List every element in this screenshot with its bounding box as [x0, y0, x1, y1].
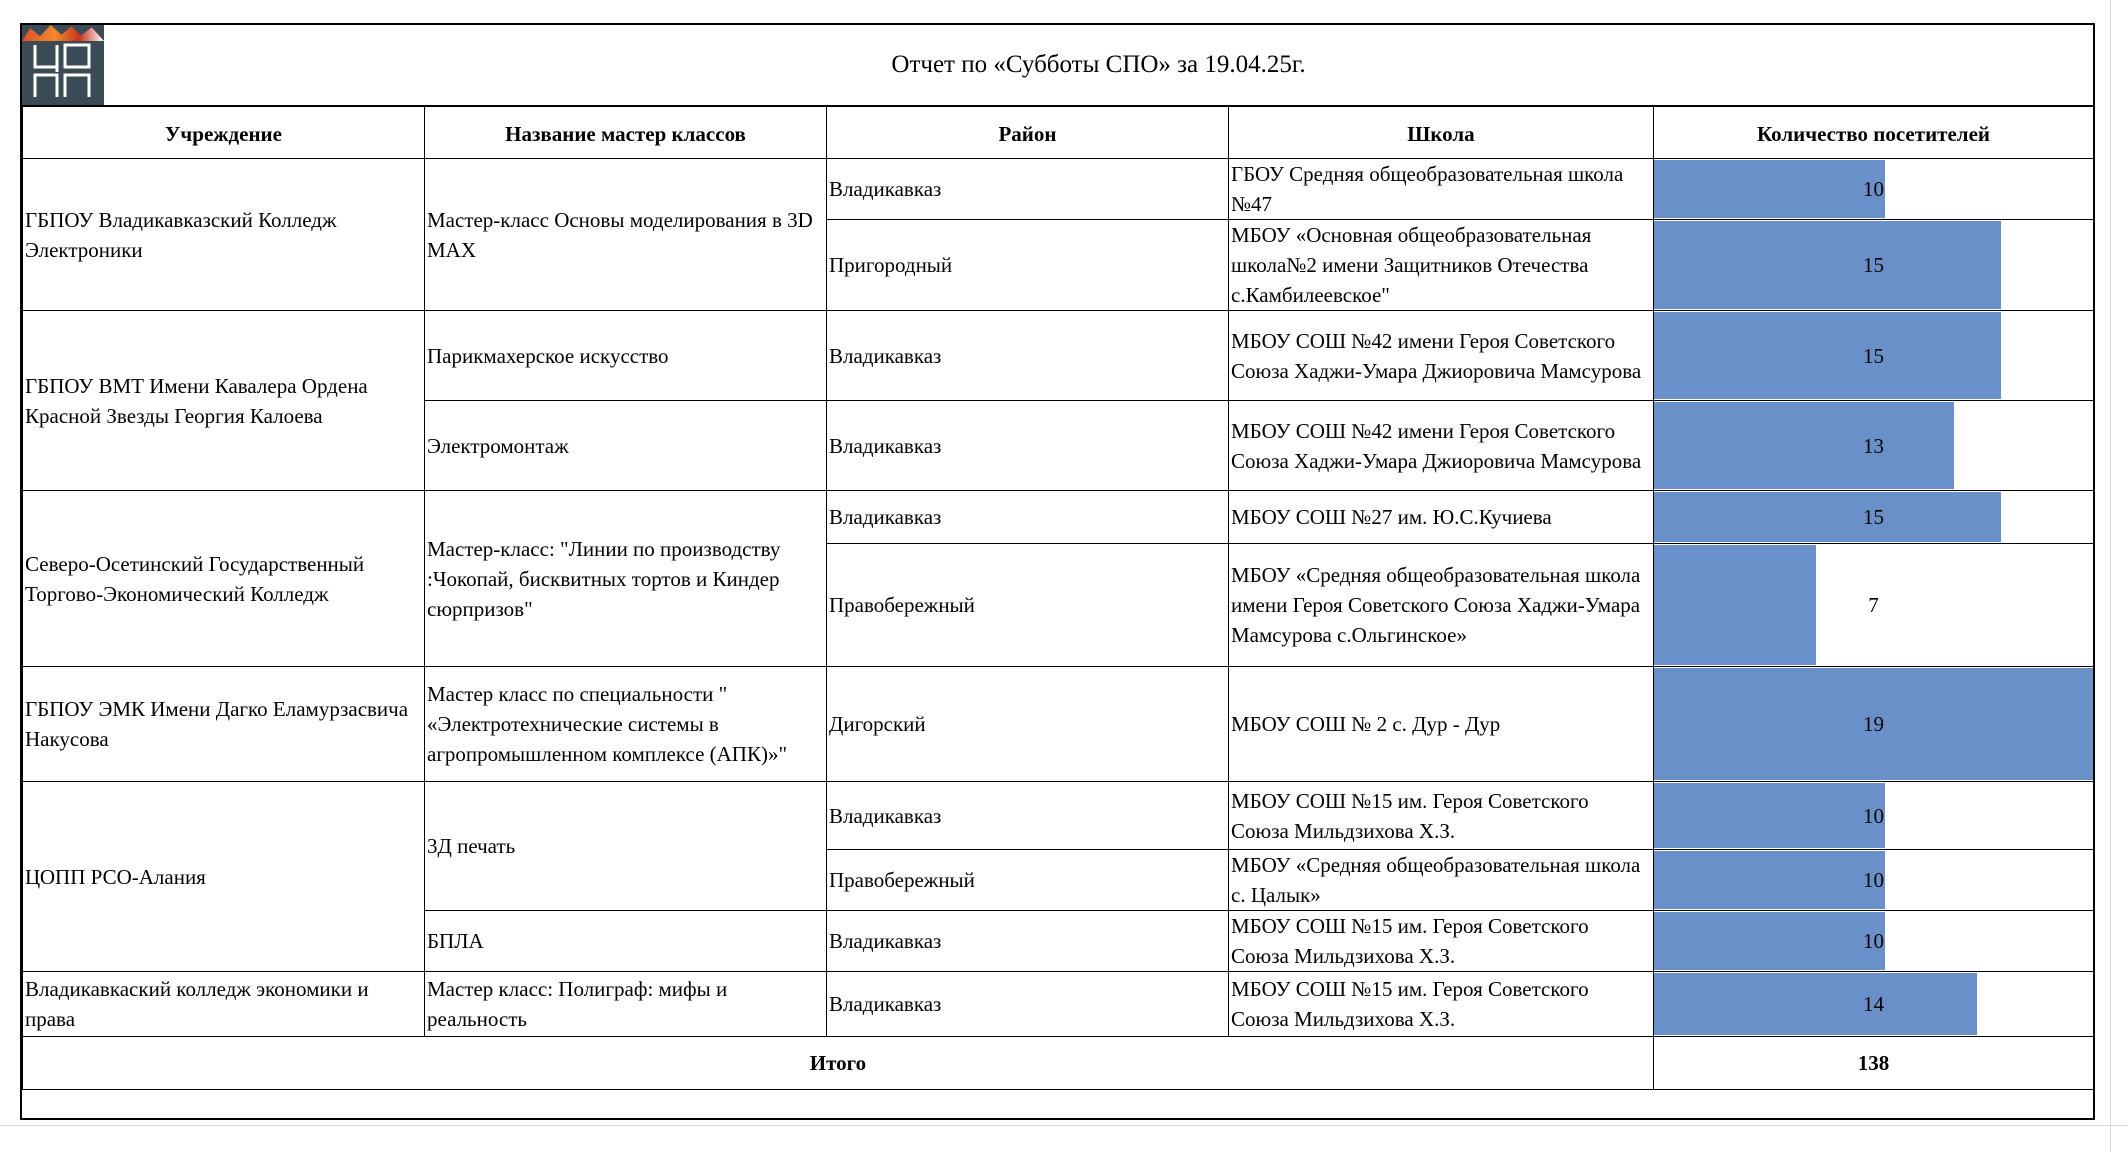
copp-letters-icon [32, 41, 94, 99]
visitors-data-bar [1654, 783, 1885, 848]
district-cell: Владикавказ [827, 911, 1229, 972]
visitors-cell [1654, 782, 2094, 850]
visitors-value: 10 [1863, 803, 1884, 828]
visitors-value: 13 [1863, 433, 1884, 458]
visitors-value: 15 [1863, 505, 1884, 529]
masterclass-cell: Мастер класс: Полиграф: мифы и реальность [425, 972, 827, 1037]
visitors-data-bar [1654, 312, 2001, 399]
district-cell: Правобережный [827, 850, 1229, 911]
institution-cell: ГБПОУ ВМТ Имени Кавалера Ордена Красной Звезды Георгия Калоева [23, 311, 425, 491]
school-cell: МБОУ СОШ №27 им. Ю.С.Кучиева [1229, 491, 1654, 544]
total-value: 138 [1654, 1037, 2094, 1090]
visitors-cell [1654, 311, 2094, 401]
district-cell: Владикавказ [827, 401, 1229, 491]
visitors-value: 10 [1863, 929, 1884, 953]
report-title: Отчет по «Субботы СПО» за 19.04.25г. [891, 51, 1306, 78]
visitors-value: 14 [1863, 992, 1884, 1016]
visitors-cell [1654, 972, 2094, 1037]
visitors-data-bar [1654, 160, 1885, 218]
visitors-cell [1654, 911, 2094, 972]
school-cell: МБОУ «Средняя общеобразовательная школа имени Героя Советского Союза Хаджи-Умара Мамсурова с.Ольгинское» [1229, 544, 1654, 667]
district-cell: Пригородный [827, 220, 1229, 311]
visitors-cell [1654, 220, 2094, 311]
total-row [23, 1037, 2094, 1090]
sheet-gridline [2110, 0, 2111, 1152]
visitors-cell [1654, 401, 2094, 491]
table-row [23, 782, 2094, 850]
table-row [23, 311, 2094, 401]
district-cell: Владикавказ [827, 491, 1229, 544]
district-cell: Владикавказ [827, 782, 1229, 850]
header-visitors: Количество посетителей [1654, 106, 2094, 159]
visitors-value: 10 [1863, 177, 1884, 201]
table-row [23, 491, 2094, 544]
masterclass-cell: Электромонтаж [425, 401, 827, 491]
visitors-data-bar [1654, 973, 1977, 1035]
table-body [23, 159, 2094, 1037]
visitors-data-bar [1654, 851, 1885, 909]
school-cell: ГБОУ Средняя общеобразовательная школа №47 [1229, 159, 1654, 220]
table-row [23, 159, 2094, 220]
total-label: Итого [23, 1037, 1654, 1090]
institution-cell: Северо-Осетинский Государственный Торгово-Экономический Колледж [23, 491, 425, 667]
district-cell: Владикавказ [827, 159, 1229, 220]
masterclass-cell: Мастер-класс: "Линии по производству :Чокопай, бисквитных тортов и Киндер сюрпризов" [425, 491, 827, 667]
copp-logo [22, 25, 104, 105]
visitors-cell [1654, 667, 2094, 782]
school-cell: МБОУ «Средняя общеобразовательная школа с. Цалык» [1229, 850, 1654, 911]
visitors-data-bar [1654, 492, 2001, 542]
district-cell: Владикавказ [827, 311, 1229, 401]
visitors-data-bar [1654, 221, 2001, 309]
school-cell: МБОУ СОШ №15 им. Героя Советского Союза Мильдзихова Х.З. [1229, 782, 1654, 850]
masterclass-cell: Мастер класс по специальности " «Электротехнические системы в агропромышленном комплексе (АПК)»" [425, 667, 827, 782]
visitors-cell [1654, 491, 2094, 544]
report-sheet [20, 23, 2095, 1120]
visitors-value: 7 [1868, 593, 1879, 617]
school-cell: МБОУ «Основная общеобразовательная школа№2 имени Защитников Отечества с.Камбилеевское" [1229, 220, 1654, 311]
visitors-data-bar [1654, 912, 1885, 970]
flame-icon [22, 25, 104, 41]
district-cell: Владикавказ [827, 972, 1229, 1037]
header-district: Район [827, 106, 1229, 159]
visitors-value: 15 [1863, 343, 1884, 368]
title-bar [22, 25, 2093, 107]
table-row [23, 972, 2094, 1037]
masterclass-cell: Парикмахерское искусство [425, 311, 827, 401]
visitors-value: 10 [1863, 868, 1884, 892]
school-cell: МБОУ СОШ № 2 с. Дур - Дур [1229, 667, 1654, 782]
table-row [23, 667, 2094, 782]
school-cell: МБОУ СОШ №15 им. Героя Советского Союза Мильдзихова Х.З. [1229, 972, 1654, 1037]
masterclass-cell: 3Д печать [425, 782, 827, 911]
visitors-value: 15 [1863, 253, 1884, 277]
institution-cell: ЦОПП РСО-Алания [23, 782, 425, 972]
institution-cell: Владикавкаский колледж экономики и права [23, 972, 425, 1037]
district-cell: Правобережный [827, 544, 1229, 667]
institution-cell: ГБПОУ Владикавказский Колледж Электроники [23, 159, 425, 311]
header-masterclass: Название мастер классов [425, 106, 827, 159]
masterclass-cell: БПЛА [425, 911, 827, 972]
district-cell: Дигорский [827, 667, 1229, 782]
visitors-value: 19 [1863, 712, 1884, 736]
visitors-data-bar [1654, 545, 1816, 665]
report-table [22, 105, 2094, 1090]
school-cell: МБОУ СОШ №42 имени Героя Советского Союза Хаджи-Умара Джиоровича Мамсурова [1229, 311, 1654, 401]
school-cell: МБОУ СОШ №15 им. Героя Советского Союза Мильдзихова Х.З. [1229, 911, 1654, 972]
masterclass-cell: Мастер-класс Основы моделирования в 3D MAX [425, 159, 827, 311]
school-cell: МБОУ СОШ №42 имени Героя Советского Союза Хаджи-Умара Джиоровича Мамсурова [1229, 401, 1654, 491]
header-institution: Учреждение [23, 106, 425, 159]
visitors-cell [1654, 544, 2094, 667]
visitors-cell [1654, 850, 2094, 911]
header-school: Школа [1229, 106, 1654, 159]
institution-cell: ГБПОУ ЭМК Имени Дагко Еламурзасвича Накусова [23, 667, 425, 782]
visitors-cell [1654, 159, 2094, 220]
sheet-gridline [0, 1125, 2128, 1126]
visitors-data-bar [1654, 402, 1954, 489]
header-row [23, 106, 2094, 159]
